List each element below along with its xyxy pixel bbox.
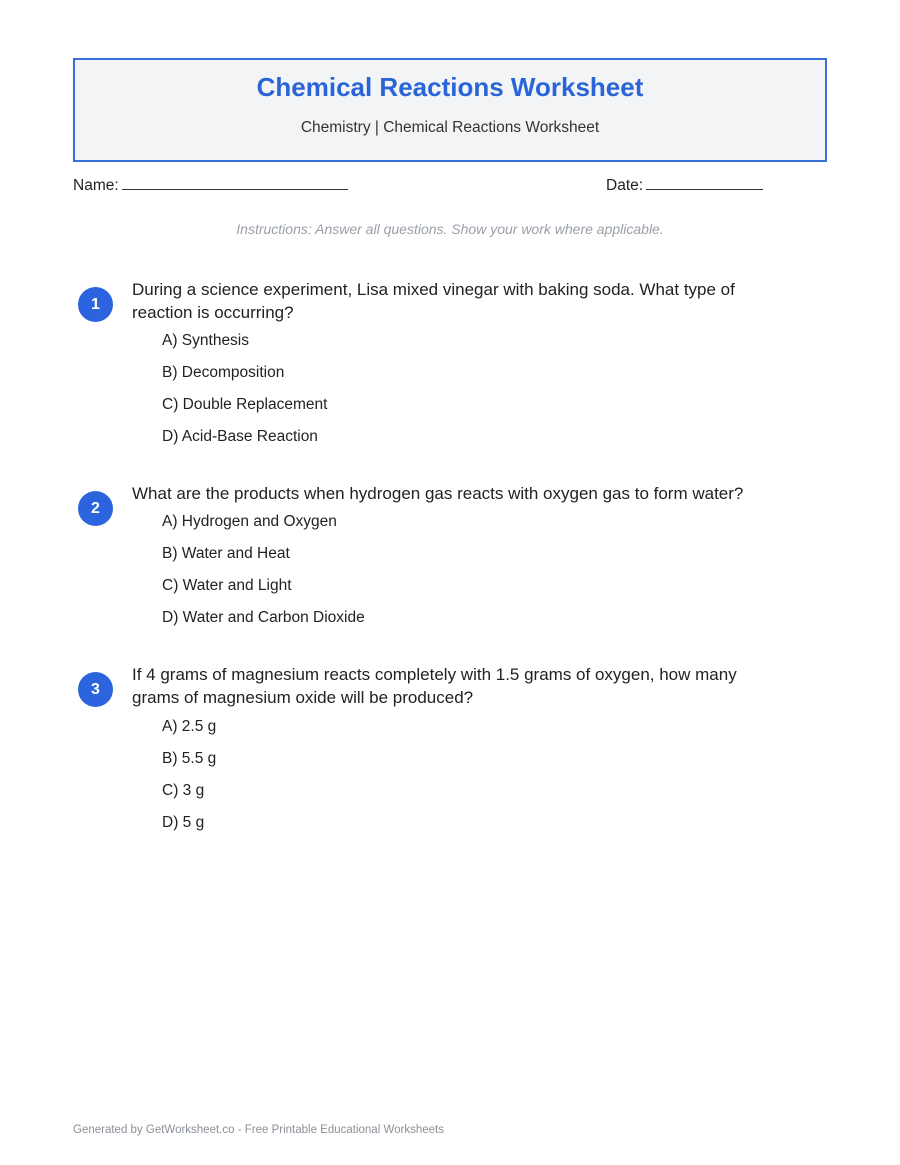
- worksheet-title: Chemical Reactions Worksheet: [256, 72, 644, 102]
- question-number-badge: 2: [78, 491, 113, 526]
- option-d: D) Acid-Base Reaction: [162, 428, 318, 445]
- worksheet-header: [73, 58, 827, 162]
- footer-credit: Generated by GetWorksheet.co - Free Printable Educational Worksheets: [73, 1124, 444, 1136]
- option-a: A) Synthesis: [162, 332, 250, 349]
- name-blank-line: [122, 176, 348, 190]
- option-c: C) 3 g: [162, 782, 205, 799]
- option-d: D) 5 g: [162, 814, 205, 831]
- option-a: A) Hydrogen and Oxygen: [162, 513, 337, 530]
- question-number-badge: 3: [78, 672, 113, 707]
- worksheet-subtitle: Chemistry | Chemical Reactions Worksheet: [300, 119, 600, 136]
- name-field: [73, 176, 348, 195]
- question-text: During a science experiment, Lisa mixed vinegar with baking soda. What type of reaction is occurring?: [132, 280, 735, 322]
- date-blank-line: [646, 176, 763, 190]
- option-b: B) 5.5 g: [162, 750, 217, 767]
- option-a: A) 2.5 g: [162, 718, 217, 735]
- question-number-badge: 1: [78, 287, 113, 322]
- option-d: D) Water and Carbon Dioxide: [162, 609, 365, 626]
- option-b: B) Water and Heat: [162, 545, 290, 562]
- date-field: [606, 176, 763, 195]
- question-text: What are the products when hydrogen gas reacts with oxygen gas to form water?: [132, 484, 744, 503]
- option-b: B) Decomposition: [162, 364, 285, 381]
- option-c: C) Double Replacement: [162, 396, 328, 413]
- date-label: Date:: [606, 177, 644, 194]
- name-label: Name:: [73, 177, 119, 194]
- option-c: C) Water and Light: [162, 577, 292, 594]
- question-text: If 4 grams of magnesium reacts completely with 1.5 grams of oxygen, how many grams of magnesium oxide will be produced?: [132, 665, 737, 707]
- instructions: Instructions: Answer all questions. Show your work where applicable.: [236, 221, 664, 237]
